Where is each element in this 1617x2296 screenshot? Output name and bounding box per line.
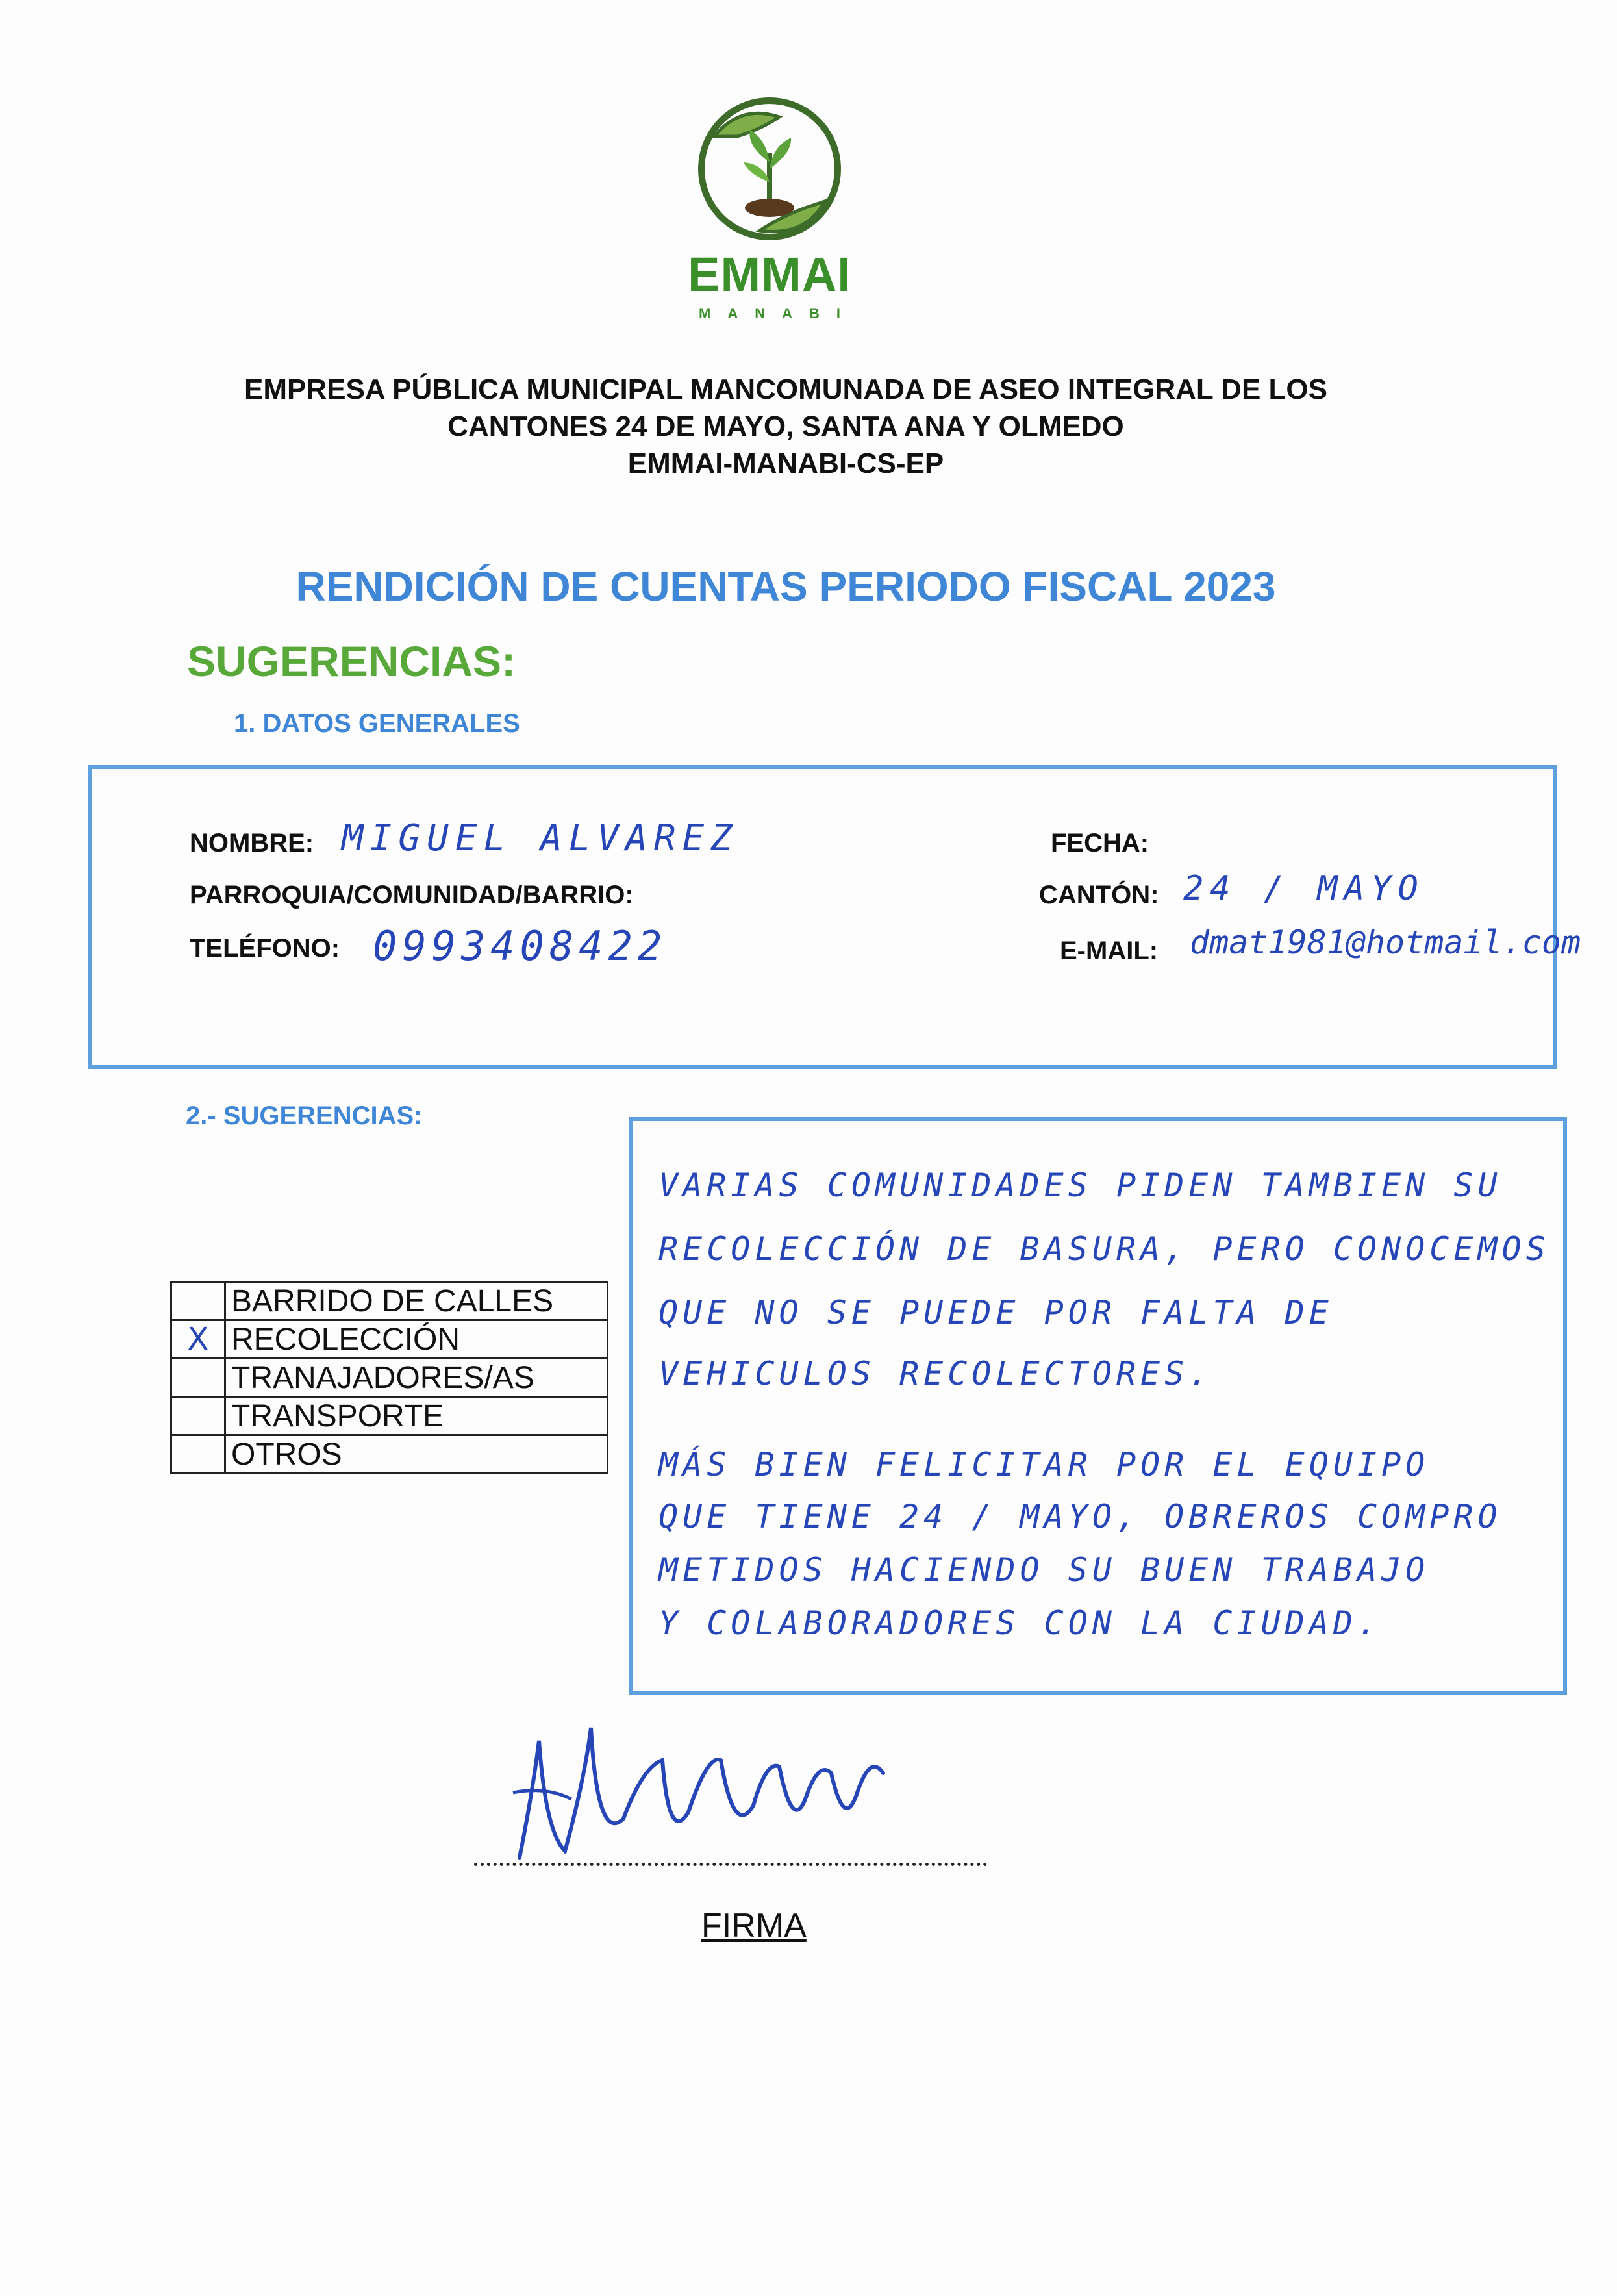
datos-generales-box xyxy=(88,765,1581,1069)
sugerencias-options-table xyxy=(170,1281,608,1474)
sugerencia-line: VARIAS COMUNIDADES PIDEN TAMBIEN SU xyxy=(658,1167,1502,1204)
sugerencia-line: QUE TIENE 24 / MAYO, OBREROS COMPRO xyxy=(658,1498,1502,1535)
signature-scribble xyxy=(494,1715,909,1884)
nombre-value: MIGUEL ALVAREZ xyxy=(342,817,740,859)
option-checkbox[interactable] xyxy=(171,1435,225,1474)
sugerencia-line: METIDOS HACIENDO SU BUEN TRABAJO xyxy=(658,1551,1430,1589)
telefono-label: TELÉFONO: xyxy=(190,934,340,963)
option-row[interactable] xyxy=(171,1359,608,1397)
telefono-value: 0993408422 xyxy=(373,922,668,970)
option-row[interactable] xyxy=(171,1435,608,1474)
option-label: RECOLECCIÓN xyxy=(225,1320,608,1359)
option-label: BARRIDO DE CALLES xyxy=(225,1282,608,1320)
fecha-label: FECHA: xyxy=(1051,829,1149,857)
option-label: TRANSPORTE xyxy=(225,1397,608,1435)
canton-value: 24 / MAYO xyxy=(1183,869,1425,908)
sugerencia-line: QUE NO SE PUEDE POR FALTA DE xyxy=(658,1294,1333,1331)
option-checkbox[interactable] xyxy=(171,1282,225,1320)
firma-label: FIRMA xyxy=(701,1907,807,1945)
parroquia-label: PARROQUIA/COMUNIDAD/BARRIO: xyxy=(190,881,634,909)
sugerencia-line: Y COLABORADORES CON LA CIUDAD. xyxy=(658,1604,1382,1642)
section-heading: SUGERENCIAS: xyxy=(187,637,516,685)
email-label: E-MAIL: xyxy=(1060,937,1159,965)
option-checkbox[interactable] xyxy=(171,1359,225,1397)
option-row[interactable] xyxy=(171,1320,608,1359)
nombre-label: NOMBRE: xyxy=(190,829,314,857)
option-label: OTROS xyxy=(225,1435,608,1474)
logo-subtitle: MANABI xyxy=(699,305,857,322)
option-checkbox[interactable] xyxy=(171,1397,225,1435)
datos-generales-heading: 1. DATOS GENERALES xyxy=(234,709,520,738)
signature-line xyxy=(474,1863,987,1866)
option-row[interactable] xyxy=(171,1397,608,1435)
email-value: dmat1981@hotmail.com xyxy=(1190,924,1581,961)
option-checkbox[interactable]: X xyxy=(171,1320,225,1359)
sugerencia-line: VEHICULOS RECOLECTORES. xyxy=(658,1355,1213,1393)
header-line-3: EMMAI-MANABI-CS-EP xyxy=(627,448,944,479)
hands-plant-logo-icon xyxy=(675,91,864,273)
sugerencias-heading: 2.- SUGERENCIAS: xyxy=(186,1102,423,1130)
logo-wordmark: EMMAI xyxy=(688,247,851,301)
header-line-2: CANTONES 24 DE MAYO, SANTA ANA Y OLMEDO xyxy=(447,410,1124,442)
canton-label: CANTÓN: xyxy=(1039,881,1159,909)
sugerencia-line: RECOLECCIÓN DE BASURA, PERO CONOCEMOS xyxy=(658,1230,1550,1268)
option-label: TRANAJADORES/AS xyxy=(225,1359,608,1397)
document-title: RENDICIÓN DE CUENTAS PERIODO FISCAL 2023 xyxy=(295,563,1276,610)
sugerencia-line: MÁS BIEN FELICITAR POR EL EQUIPO xyxy=(658,1446,1430,1483)
option-row[interactable] xyxy=(171,1282,608,1320)
header-line-1: EMPRESA PÚBLICA MUNICIPAL MANCOMUNADA DE ASEO INTEGRAL DE LOS xyxy=(244,373,1327,405)
sugerencia-text-box xyxy=(629,1117,1567,1695)
emmai-logo xyxy=(675,91,864,325)
